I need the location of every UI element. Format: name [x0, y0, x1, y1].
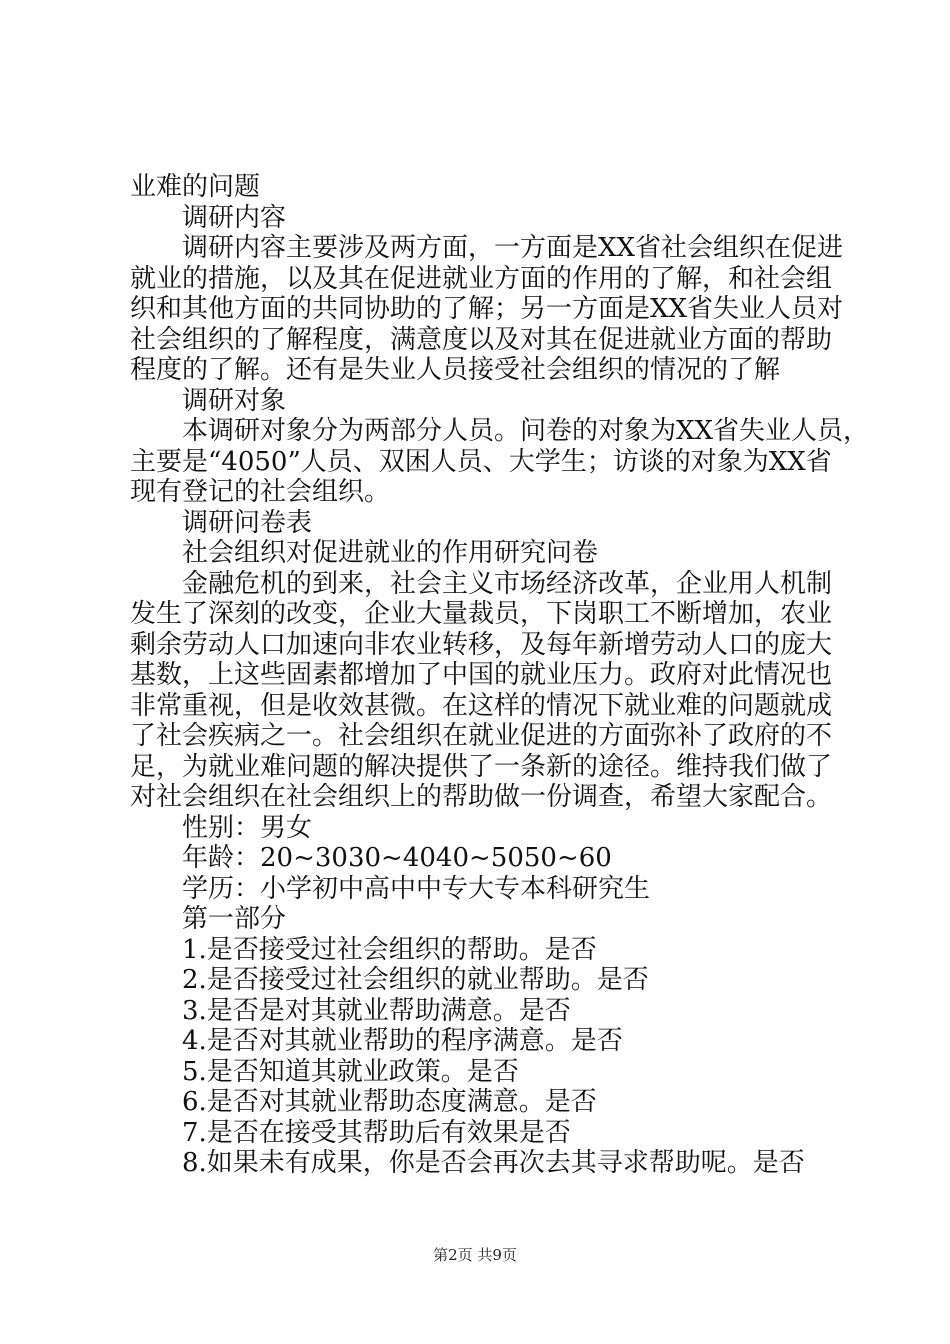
question-item: 1.是否接受过社会组织的帮助。是否 — [182, 934, 597, 965]
question-item: 7.是否在接受其帮助后有效果是否 — [182, 1117, 571, 1148]
text-line: 调研内容主要涉及两方面，一方面是XX省社会组织在促进 — [182, 233, 844, 263]
age-field: 年龄：20~3030~4040~5050~60 — [182, 843, 612, 873]
education-field: 学历：小学初中高中中专大专本科研究生 — [182, 873, 651, 904]
text-line: 剩余劳动人口加速向非农业转移，及每年新增劳动人口的庞大 — [130, 629, 833, 660]
text-line: 业难的问题 — [130, 172, 261, 202]
gender-field: 性别：男女 — [182, 812, 313, 843]
text-line: 基数，上这些固素都增加了中国的就业压力。政府对此情况也 — [130, 660, 833, 690]
questionnaire-title: 社会组织对促进就业的作用研究问卷 — [182, 538, 599, 568]
text-line: 本调研对象分为两部分人员。问卷的对象为XX省失业人员， — [182, 416, 870, 446]
text-line: 主要是“4050”人员、双困人员、大学生；访谈的对象为XX省 — [130, 446, 832, 477]
text-line: 发生了深刻的改变，企业大量裁员，下岗职工不断增加，农业 — [130, 599, 833, 629]
text-line: 足，为就业难问题的解决提供了一条新的途径。维持我们做了 — [130, 751, 833, 782]
text-line: 织和其他方面的共同协助的了解；另一方面是XX省失业人员对 — [130, 294, 844, 324]
section-heading: 调研问卷表 — [182, 507, 313, 538]
text-line: 程度的了解。还有是失业人员接受社会组织的情况的了解 — [130, 355, 781, 385]
question-item: 5.是否知道其就业政策。是否 — [182, 1056, 519, 1087]
question-item: 6.是否对其就业帮助态度满意。是否 — [182, 1087, 597, 1117]
page-number-footer: 第2页 共9页 — [433, 1246, 517, 1264]
question-item: 3.是否是对其就业帮助满意。是否 — [182, 995, 571, 1026]
part-heading: 第一部分 — [182, 904, 287, 934]
text-line: 就业的措施，以及其在促进就业方面的作用的了解，和社会组 — [130, 263, 833, 294]
question-item: 2.是否接受过社会组织的就业帮助。是否 — [182, 965, 649, 995]
text-line: 金融危机的到来，社会主义市场经济改革，企业用人机制 — [182, 568, 833, 599]
section-heading: 调研对象 — [182, 385, 287, 416]
text-line: 对社会组织在社会组织上的帮助做一份调查，希望大家配合。 — [130, 782, 833, 812]
document-body — [130, 172, 870, 1179]
section-heading: 调研内容 — [182, 202, 287, 233]
question-item: 4.是否对其就业帮助的程序满意。是否 — [182, 1026, 623, 1056]
text-line: 非常重视，但是收效甚微。在这样的情况下就业难的问题就成 — [130, 690, 833, 721]
text-line: 现有登记的社会组织。 — [130, 477, 391, 507]
question-item: 8.如果未有成果，你是否会再次去其寻求帮助呢。是否 — [182, 1148, 805, 1178]
text-line: 了社会疾病之一。社会组织在就业促进的方面弥补了政府的不 — [130, 721, 833, 751]
text-line: 社会组织的了解程度，满意度以及对其在促进就业方面的帮助 — [130, 324, 833, 355]
